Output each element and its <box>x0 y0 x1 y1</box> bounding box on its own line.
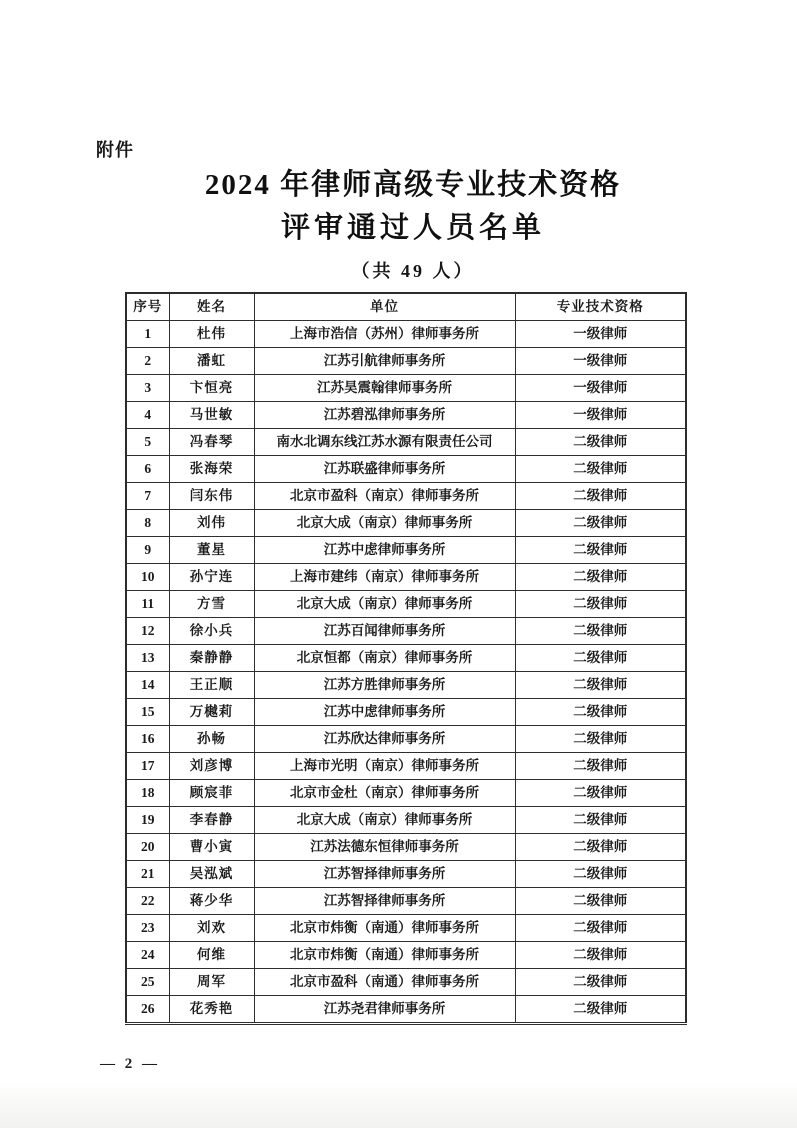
lawyer-name-cell: 方雪 <box>169 591 254 618</box>
table-row <box>126 807 686 834</box>
qualification-grade-cell: 二级律师 <box>515 645 686 672</box>
lawyer-name-cell: 马世敏 <box>169 402 254 429</box>
document-title-line2: 评审通过人员名单 <box>280 212 545 244</box>
row-index-cell: 8 <box>126 510 169 537</box>
qualification-grade-cell: 二级律师 <box>515 537 686 564</box>
qualification-grade-cell: 二级律师 <box>515 861 686 888</box>
row-index-cell: 9 <box>126 537 169 564</box>
row-index-cell: 23 <box>126 915 169 942</box>
table-row <box>126 834 686 861</box>
table-row <box>126 726 686 753</box>
qualification-grade-cell: 二级律师 <box>515 834 686 861</box>
table-row <box>126 483 686 510</box>
lawyer-name-cell: 刘伟 <box>169 510 254 537</box>
lawyer-name-cell: 万樾莉 <box>169 699 254 726</box>
law-firm-cell: 江苏昊震翰律师事务所 <box>254 375 515 402</box>
table-row <box>126 591 686 618</box>
table-row <box>126 645 686 672</box>
qualification-grade-cell: 二级律师 <box>515 483 686 510</box>
row-index-cell: 10 <box>126 564 169 591</box>
qualification-grade-cell: 二级律师 <box>515 915 686 942</box>
total-count-note: （共 49 人） <box>351 261 475 281</box>
table-row <box>126 564 686 591</box>
row-index-cell: 12 <box>126 618 169 645</box>
law-firm-cell: 上海市光明（南京）律师事务所 <box>254 753 515 780</box>
law-firm-cell: 江苏引航律师事务所 <box>254 348 515 375</box>
column-header-name: 姓名 <box>169 293 254 321</box>
law-firm-cell: 江苏中虑律师事务所 <box>254 537 515 564</box>
law-firm-cell: 江苏联盛律师事务所 <box>254 456 515 483</box>
law-firm-cell: 江苏中虑律师事务所 <box>254 699 515 726</box>
table-header-row <box>126 293 686 321</box>
row-index-cell: 16 <box>126 726 169 753</box>
row-index-cell: 3 <box>126 375 169 402</box>
law-firm-cell: 江苏尧君律师事务所 <box>254 996 515 1024</box>
table-row <box>126 942 686 969</box>
qualification-grade-cell: 二级律师 <box>515 699 686 726</box>
qualification-grade-cell: 二级律师 <box>515 942 686 969</box>
table-body <box>126 321 686 1024</box>
qualification-grade-cell: 二级律师 <box>515 888 686 915</box>
row-index-cell: 7 <box>126 483 169 510</box>
row-index-cell: 2 <box>126 348 169 375</box>
lawyer-name-cell: 孙畅 <box>169 726 254 753</box>
row-index-cell: 25 <box>126 969 169 996</box>
lawyer-name-cell: 张海荣 <box>169 456 254 483</box>
document-title <box>133 164 693 250</box>
table-row <box>126 753 686 780</box>
law-firm-cell: 北京市盈科（南通）律师事务所 <box>254 969 515 996</box>
table-row <box>126 861 686 888</box>
table-row <box>126 915 686 942</box>
qualification-grade-cell: 二级律师 <box>515 591 686 618</box>
lawyer-name-cell: 刘彦博 <box>169 753 254 780</box>
table-row <box>126 402 686 429</box>
row-index-cell: 1 <box>126 321 169 348</box>
lawyer-name-cell: 徐小兵 <box>169 618 254 645</box>
row-index-cell: 5 <box>126 429 169 456</box>
law-firm-cell: 北京恒都（南京）律师事务所 <box>254 645 515 672</box>
row-index-cell: 13 <box>126 645 169 672</box>
table-row <box>126 510 686 537</box>
table-row <box>126 780 686 807</box>
law-firm-cell: 北京大成（南京）律师事务所 <box>254 591 515 618</box>
row-index-cell: 4 <box>126 402 169 429</box>
law-firm-cell: 江苏碧泓律师事务所 <box>254 402 515 429</box>
table-row <box>126 888 686 915</box>
qualification-grade-cell: 二级律师 <box>515 456 686 483</box>
lawyer-name-cell: 孙宁连 <box>169 564 254 591</box>
table-row <box>126 996 686 1024</box>
qualification-grade-cell: 二级律师 <box>515 807 686 834</box>
lawyer-name-cell: 曹小寅 <box>169 834 254 861</box>
scan-shading-artifact <box>0 1082 797 1128</box>
table-row <box>126 672 686 699</box>
law-firm-cell: 北京市金杜（南京）律师事务所 <box>254 780 515 807</box>
lawyer-name-cell: 蒋少华 <box>169 888 254 915</box>
row-index-cell: 19 <box>126 807 169 834</box>
row-index-cell: 21 <box>126 861 169 888</box>
qualification-grade-cell: 二级律师 <box>515 969 686 996</box>
row-index-cell: 6 <box>126 456 169 483</box>
law-firm-cell: 北京大成（南京）律师事务所 <box>254 510 515 537</box>
page-number: — 2 — <box>100 1056 160 1072</box>
qualification-grade-cell: 二级律师 <box>515 510 686 537</box>
law-firm-cell: 江苏智择律师事务所 <box>254 888 515 915</box>
document-title-line1: 2024 年律师高级专业技术资格 <box>204 169 622 201</box>
law-firm-cell: 北京市炜衡（南通）律师事务所 <box>254 915 515 942</box>
law-firm-cell: 北京市盈科（南京）律师事务所 <box>254 483 515 510</box>
qualification-grade-cell: 一级律师 <box>515 321 686 348</box>
lawyer-name-cell: 潘虹 <box>169 348 254 375</box>
lawyer-name-cell: 闫东伟 <box>169 483 254 510</box>
column-header-qualification: 专业技术资格 <box>515 293 686 321</box>
column-header-index: 序号 <box>126 293 169 321</box>
lawyer-name-cell: 花秀艳 <box>169 996 254 1024</box>
lawyer-name-cell: 顾宸菲 <box>169 780 254 807</box>
lawyer-name-cell: 冯春琴 <box>169 429 254 456</box>
table-row <box>126 375 686 402</box>
table-row <box>126 348 686 375</box>
law-firm-cell: 北京大成（南京）律师事务所 <box>254 807 515 834</box>
column-header-unit: 单位 <box>254 293 515 321</box>
qualification-grade-cell: 二级律师 <box>515 618 686 645</box>
lawyer-name-cell: 杜伟 <box>169 321 254 348</box>
law-firm-cell: 江苏方胜律师事务所 <box>254 672 515 699</box>
qualification-grade-cell: 一级律师 <box>515 348 686 375</box>
lawyer-name-cell: 秦静静 <box>169 645 254 672</box>
qualification-grade-cell: 二级律师 <box>515 996 686 1024</box>
table-row <box>126 537 686 564</box>
lawyer-name-cell: 何维 <box>169 942 254 969</box>
attachment-label: 附件 <box>96 140 134 160</box>
row-index-cell: 24 <box>126 942 169 969</box>
row-index-cell: 14 <box>126 672 169 699</box>
row-index-cell: 18 <box>126 780 169 807</box>
qualification-grade-cell: 一级律师 <box>515 402 686 429</box>
lawyer-name-cell: 李春静 <box>169 807 254 834</box>
lawyer-name-cell: 董星 <box>169 537 254 564</box>
law-firm-cell: 上海市浩信（苏州）律师事务所 <box>254 321 515 348</box>
table-row <box>126 699 686 726</box>
lawyer-name-cell: 卞恒亮 <box>169 375 254 402</box>
table-row <box>126 618 686 645</box>
law-firm-cell: 江苏欣达律师事务所 <box>254 726 515 753</box>
law-firm-cell: 江苏百闻律师事务所 <box>254 618 515 645</box>
law-firm-cell: 江苏智择律师事务所 <box>254 861 515 888</box>
row-index-cell: 26 <box>126 996 169 1024</box>
table-row <box>126 321 686 348</box>
lawyer-name-cell: 王正顺 <box>169 672 254 699</box>
law-firm-cell: 北京市炜衡（南通）律师事务所 <box>254 942 515 969</box>
qualification-grade-cell: 二级律师 <box>515 780 686 807</box>
qualification-grade-cell: 一级律师 <box>515 375 686 402</box>
law-firm-cell: 南水北调东线江苏水源有限责任公司 <box>254 429 515 456</box>
qualification-grade-cell: 二级律师 <box>515 726 686 753</box>
row-index-cell: 22 <box>126 888 169 915</box>
law-firm-cell: 江苏法德东恒律师事务所 <box>254 834 515 861</box>
table-row <box>126 429 686 456</box>
row-index-cell: 15 <box>126 699 169 726</box>
table-row <box>126 969 686 996</box>
table-row <box>126 456 686 483</box>
row-index-cell: 11 <box>126 591 169 618</box>
qualification-grade-cell: 二级律师 <box>515 672 686 699</box>
row-index-cell: 20 <box>126 834 169 861</box>
row-index-cell: 17 <box>126 753 169 780</box>
law-firm-cell: 上海市建纬（南京）律师事务所 <box>254 564 515 591</box>
qualification-grade-cell: 二级律师 <box>515 564 686 591</box>
lawyer-name-cell: 刘欢 <box>169 915 254 942</box>
roster-table <box>125 292 687 1025</box>
qualification-grade-cell: 二级律师 <box>515 753 686 780</box>
lawyer-name-cell: 周军 <box>169 969 254 996</box>
qualification-grade-cell: 二级律师 <box>515 429 686 456</box>
lawyer-name-cell: 吴泓斌 <box>169 861 254 888</box>
